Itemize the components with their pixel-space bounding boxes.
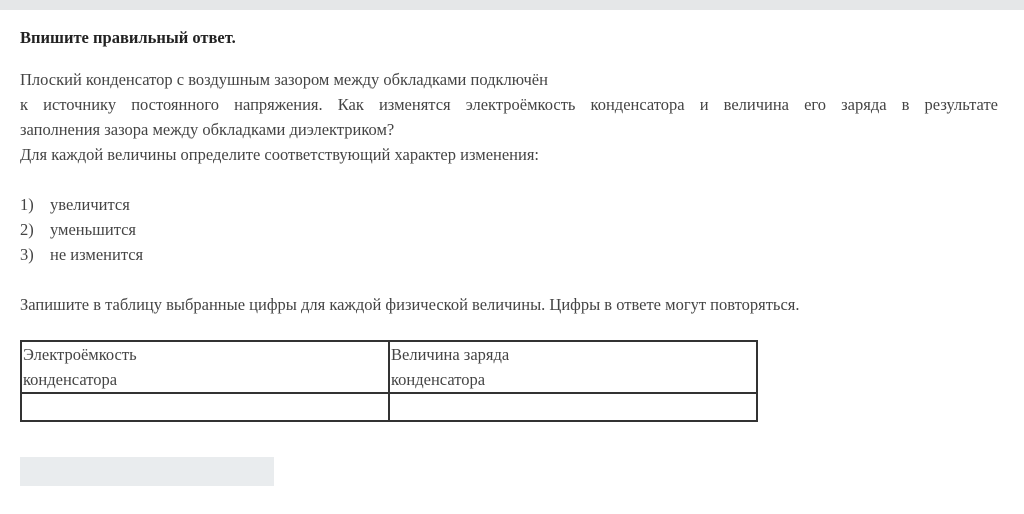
condition-line-2: к источнику постоянного напряжения. Как изменятся электроёмкость конденсатора и величина его заряда в результате [20,95,998,114]
option-item [20,192,998,217]
option-text: уменьшится [50,220,137,239]
option-number: 1) [20,195,34,214]
option-number: 2) [20,220,34,239]
condition-line-3: заполнения зазора между обкладками диэлектриком? [20,120,395,139]
header-line: конденсатора [23,370,118,389]
spacer [20,167,998,192]
spacer [20,267,998,292]
option-text: не изменится [50,245,144,264]
header-cell-charge [389,341,757,393]
top-bar [0,0,1024,10]
header-line: Величина заряда [391,345,510,364]
header-cell-capacitance [21,341,389,393]
header-line: конденсатора [391,370,486,389]
answer-cell-capacitance[interactable] [21,393,389,421]
option-text: увеличится [50,195,130,214]
answer-table [20,340,758,422]
submit-button-placeholder[interactable] [20,457,274,486]
option-item [20,242,998,267]
instruction-text: Для каждой величины определите соответствующий характер изменения: [20,145,540,164]
condition-line-1: Плоский конденсатор с воздушным зазором между обкладками подключён [20,70,548,89]
table-instruction: Запишите в таблицу выбранные цифры для каждой физической величины. Цифры в ответе могут повторяться. [20,295,800,314]
answer-table-header-row [21,341,757,393]
answer-cell-charge[interactable] [389,393,757,421]
task-content [20,28,998,317]
option-number: 3) [20,245,34,264]
answer-input-row [21,393,757,421]
task-title: Впишите правильный ответ. [20,28,236,47]
options-list [20,192,998,267]
header-line: Электроёмкость [23,345,137,364]
option-item [20,217,998,242]
answer-input-capacitance[interactable] [22,396,388,420]
answer-input-charge[interactable] [390,396,756,420]
